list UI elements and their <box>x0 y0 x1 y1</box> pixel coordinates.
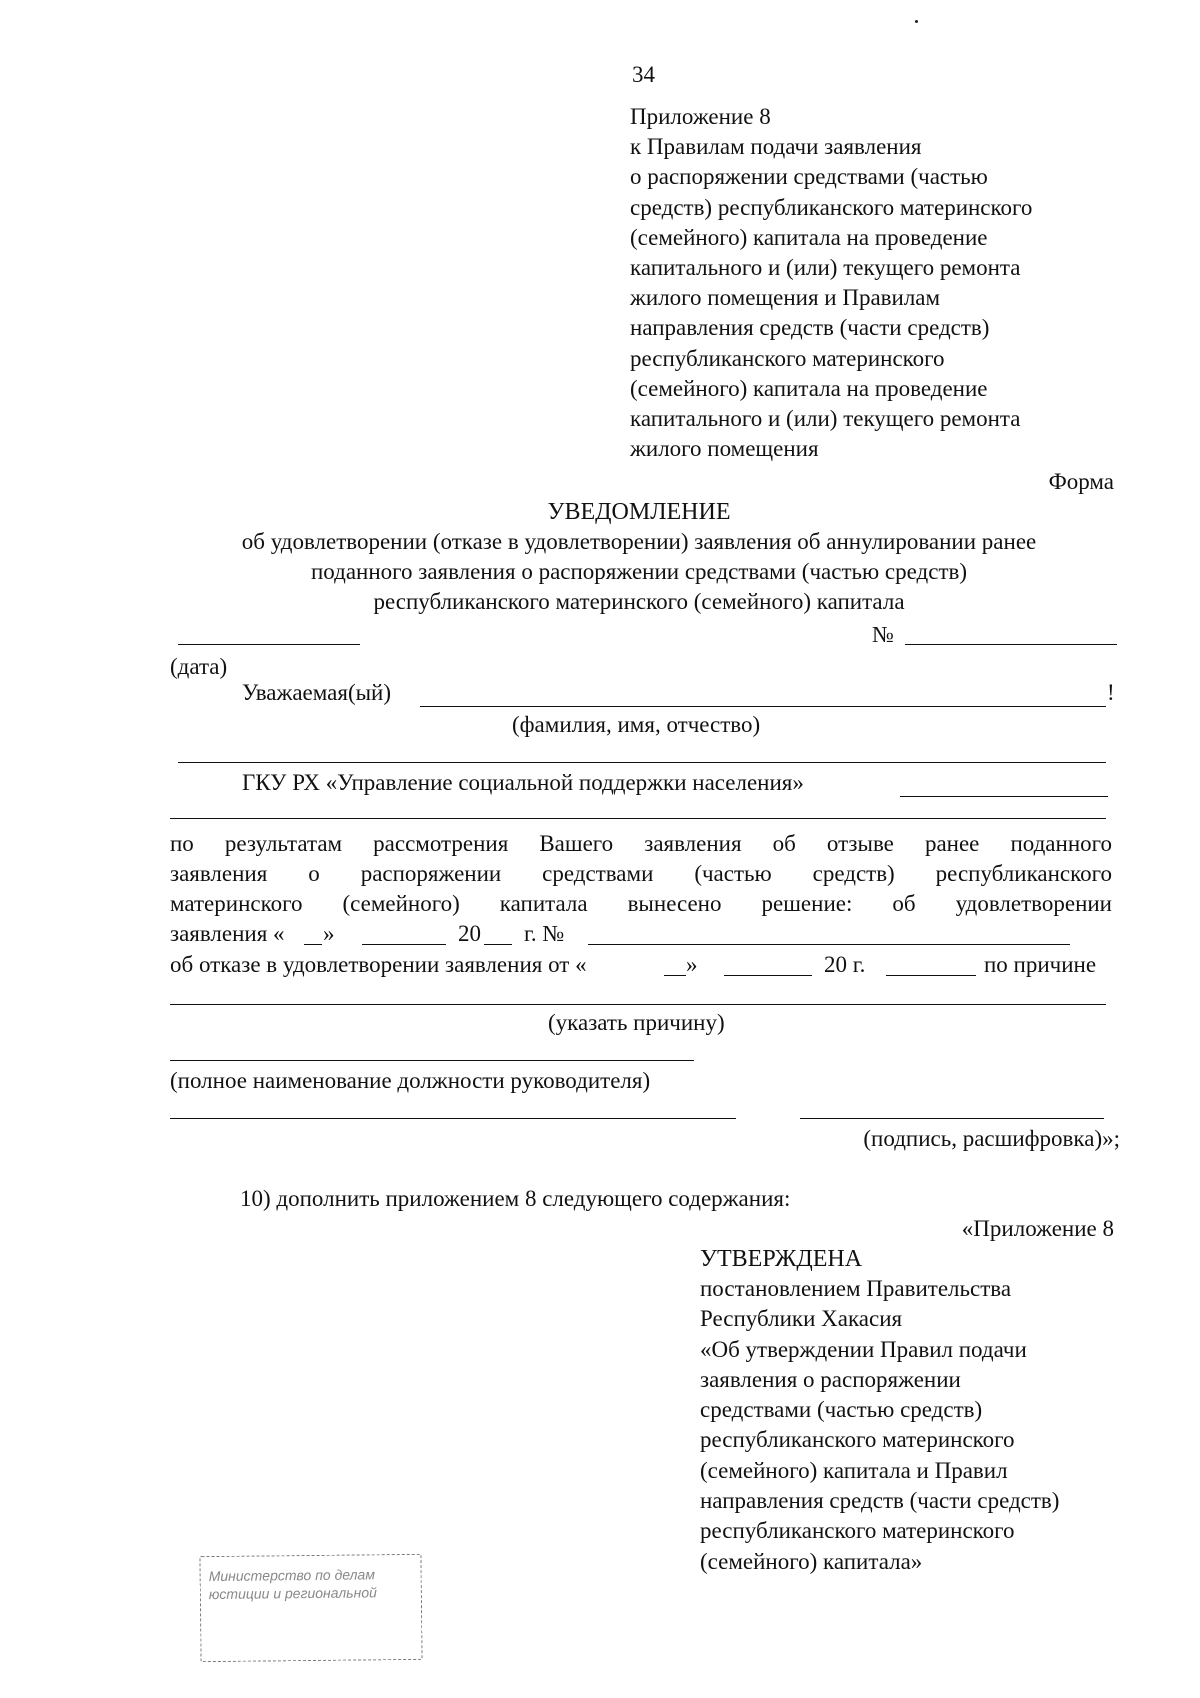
appendix-header-line: Приложение 8 <box>630 104 771 129</box>
approval-block-line: «Об утверждении Правил подачи <box>700 1336 1027 1362</box>
address-blank <box>170 818 1106 819</box>
registration-stamp <box>199 1554 422 1662</box>
notice-subtitle-line: об удовлетворении (отказе в удовлетворении) заявления об аннулировании ранее <box>241 529 1037 554</box>
approval-month-blank <box>362 944 446 945</box>
approval-title: УТВЕРЖДЕНА <box>700 1246 863 1272</box>
manager-blank <box>170 1118 736 1119</box>
appendix-header-line: (семейного) капитала на проведение <box>630 224 988 250</box>
appendix-header-line: о распоряжении средствами (частью <box>630 164 988 190</box>
appendix-header-line: направления средств (части средств) <box>630 315 990 341</box>
signature-caption: (подпись, расшифровка)»; <box>863 1126 1120 1151</box>
decision-body <box>170 829 1112 919</box>
decision-body-line: заявления о распоряжении средствами (частью средств) республиканского <box>170 861 1112 886</box>
notice-subtitle-line: поданного заявления о распоряжении средствами (частью средств) <box>310 559 968 584</box>
approval-block-line: Республики Хакасия <box>700 1306 903 1332</box>
approval-prefix: заявления « <box>170 921 285 946</box>
approval-block-line: (семейного) капитала и Правил <box>700 1457 1008 1483</box>
stamp-line: юстиции и региональной <box>208 1584 377 1603</box>
refusal-suffix: по причине <box>984 952 1097 977</box>
approval-block-line: республиканского материнского <box>700 1427 1015 1453</box>
appendix-header-line: жилого помещения и Правилам <box>630 285 941 311</box>
fio-caption: (фамилия, имя, отчество) <box>512 712 761 737</box>
position-blank <box>170 1060 694 1061</box>
refusal-blank <box>886 975 976 976</box>
agency-name: ГКУ РХ «Управление социальной поддержки населения» <box>242 770 804 795</box>
appendix-header-line: республиканского материнского <box>630 345 945 371</box>
form-label: Форма <box>1048 469 1114 494</box>
appendix-header-line: (семейного) капитала на проведение <box>630 375 988 401</box>
approval-block-line: заявления о распоряжении <box>700 1366 961 1392</box>
approval-block <box>700 1274 1059 1577</box>
appendix-header <box>630 102 1032 464</box>
appendix-header-line: к Правилам подачи заявления <box>630 134 922 160</box>
agency-blank <box>900 796 1108 797</box>
appendix-header-line: капитального и (или) текущего ремонта <box>630 255 1021 281</box>
approval-block-line: средствами (частью средств) <box>700 1397 983 1423</box>
fio-blank <box>420 706 1106 707</box>
reason-blank <box>170 1004 1106 1005</box>
refusal-year: 20 г. <box>824 952 866 977</box>
appendix-header-line: средств) республиканского материнского <box>630 194 1033 220</box>
notice-title: УВЕДОМЛЕНИЕ <box>547 499 731 525</box>
scan-speck <box>915 20 918 23</box>
stamp-line: Министерство по делам <box>208 1566 375 1585</box>
new-appendix-label: «Приложение 8 <box>961 1216 1114 1241</box>
approval-year-suffix: г. № <box>524 921 565 946</box>
number-sign: № <box>872 622 894 647</box>
date-caption: (дата) <box>170 654 228 679</box>
refusal-month-blank <box>724 975 812 976</box>
signature-blank <box>800 1118 1104 1119</box>
recipient-blank <box>178 762 1106 763</box>
approval-block-line: постановлением Правительства <box>700 1276 1012 1301</box>
position-caption: (полное наименование должности руководителя) <box>170 1068 651 1093</box>
approval-block-line: (семейного) капитала» <box>700 1548 923 1574</box>
appendix-header-line: капитального и (или) текущего ремонта <box>630 406 1021 432</box>
refusal-day-blank <box>664 975 686 976</box>
reason-caption: (указать причину) <box>548 1010 725 1035</box>
approval-year-prefix: 20 <box>458 921 481 946</box>
amendment-text: 10) дополнить приложением 8 следующего содержания: <box>240 1186 791 1211</box>
refusal-quote-close: » <box>686 952 698 977</box>
decision-body-line: по результатам рассмотрения Вашего заявления об отзыве ранее поданного <box>170 831 1112 856</box>
approval-block-line: республиканского материнского <box>700 1518 1015 1544</box>
decision-body-line: материнского (семейного) капитала вынесено решение: об удовлетворении <box>170 891 1112 916</box>
notice-subtitle-line: республиканского материнского (семейного) капитала <box>373 589 905 614</box>
approval-year-blank <box>484 944 512 945</box>
approval-block-line: направления средств (части средств) <box>700 1488 1060 1514</box>
number-blank <box>905 644 1117 645</box>
approval-number-blank <box>588 944 1070 945</box>
refusal-prefix: об отказе в удовлетворении заявления от « <box>170 952 587 977</box>
exclamation: ! <box>1107 680 1115 705</box>
approval-day-blank <box>304 944 322 945</box>
appendix-header-line: жилого помещения <box>630 436 819 462</box>
approval-quote-close: » <box>323 921 335 946</box>
page-number: 34 <box>632 62 655 87</box>
salutation: Уважаемая(ый) <box>242 680 392 705</box>
date-blank <box>178 644 360 645</box>
